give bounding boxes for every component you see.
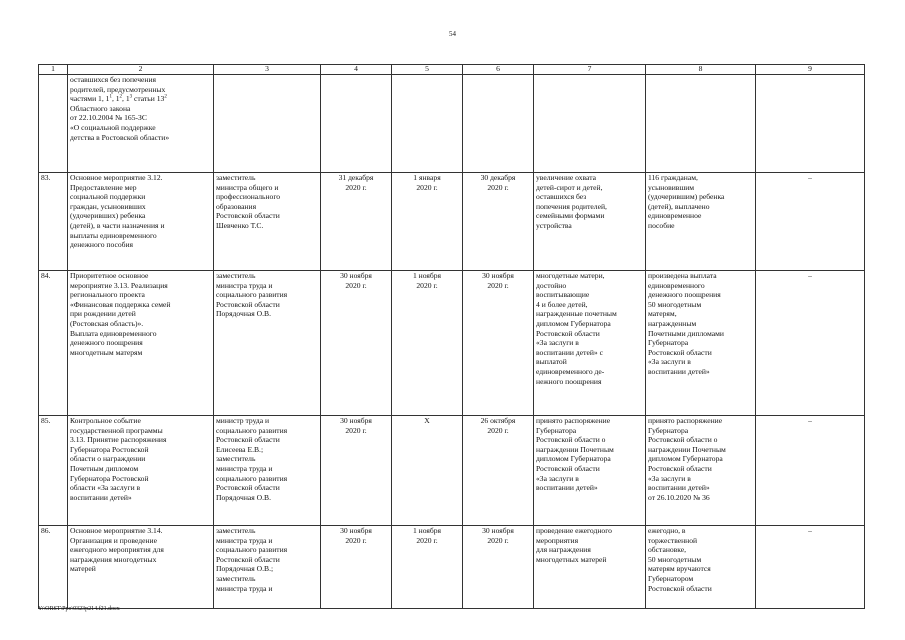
start-date-cell: 1 января 2020 г. — [392, 173, 463, 271]
reason-cell: – — [756, 526, 865, 609]
reason-cell — [756, 75, 865, 173]
end-date-cell — [463, 75, 534, 173]
start-date-cell: 1 ноября 2020 г. — [392, 526, 463, 609]
column-number: 2 — [68, 65, 214, 75]
plan-date-cell: 31 декабря 2020 г. — [321, 173, 392, 271]
responsible-cell — [214, 75, 321, 173]
plan-date-cell: 30 ноября 2020 г. — [321, 526, 392, 609]
reason-cell: – — [756, 173, 865, 271]
column-number: 8 — [646, 65, 756, 75]
table-row-continuation — [39, 75, 865, 173]
actual-result-cell — [646, 75, 756, 173]
event-name-cell: Контрольное событие государственной программы 3.13. Принятие распоряжения Губернатора Ростовской области о награждении Почетным дипломом Губернатора Ростовской области «За заслуги в воспитании детей» — [68, 416, 214, 526]
end-date-cell: 30 декабря 2020 г. — [463, 173, 534, 271]
start-date-cell: 1 ноября 2020 г. — [392, 271, 463, 416]
actual-result-cell: ежегодно, в торжественной обстановке, 50 многодетным матерям вручаются Губернатором Ростовской области — [646, 526, 756, 609]
actual-result-cell: произведена выплата единовременного денежного поощрения 50 многодетным матерям, награжденным Почетными дипломами Губернатора Ростовской области «За заслуги в воспитании детей» — [646, 271, 756, 416]
expected-result-cell: проведение ежегодного мероприятия для награждения многодетных матерей — [534, 526, 646, 609]
reason-cell: – — [756, 416, 865, 526]
table-row — [39, 526, 865, 609]
plan-date-cell: 30 ноября 2020 г. — [321, 416, 392, 526]
report-table — [38, 64, 865, 609]
responsible-cell: заместитель министра общего и профессионального образования Ростовской области Шевченко Т.С. — [214, 173, 321, 271]
actual-result-cell: 116 гражданам, усыновившим (удочерившим) ребенка (детей), выплачено единовременное пособие — [646, 173, 756, 271]
responsible-cell: заместитель министра труда и социального развития Ростовской области Порядочная О.В. — [214, 271, 321, 416]
column-number: 4 — [321, 65, 392, 75]
start-date-cell — [392, 75, 463, 173]
table-row — [39, 173, 865, 271]
table-row — [39, 416, 865, 526]
column-number-row — [39, 65, 865, 75]
column-number: 7 — [534, 65, 646, 75]
start-date-cell: Х — [392, 416, 463, 526]
end-date-cell: 30 ноября 2020 г. — [463, 271, 534, 416]
event-name-cell: оставшихся без попечения родителей, предусмотренных частями 1, $1^1$, $1^2$, $1^3$ статьи $13^2$ Областного закона от 22.10.2004 № 165-ЗС «О социальной поддержке детства в Ростовской области» — [68, 75, 214, 173]
column-number: 9 — [756, 65, 865, 75]
event-name-cell: Приоритетное основное мероприятие 3.13. Реализация регионального проекта «Финансовая поддержка семей при рождении детей (Ростовская область)». Выплата единовременного денежного поощрения многодетным матерям — [68, 271, 214, 416]
row-number-cell: 84. — [39, 271, 68, 416]
event-name-cell: Основное мероприятие 3.14. Организация и проведение ежегодного мероприятия для награждения многодетных матерей — [68, 526, 214, 609]
expected-result-cell: многодетные матери, достойно воспитывающие 4 и более детей, награжденные почетным дипломом Губернатора Ростовской области «За заслуги в воспитании детей» с выплатой единовременного де- нежного поощрения — [534, 271, 646, 416]
row-number-cell — [39, 75, 68, 173]
plan-date-cell: 30 ноября 2020 г. — [321, 271, 392, 416]
plan-date-cell — [321, 75, 392, 173]
end-date-cell: 30 ноября 2020 г. — [463, 526, 534, 609]
row-number-cell: 85. — [39, 416, 68, 526]
column-number: 6 — [463, 65, 534, 75]
column-number: 5 — [392, 65, 463, 75]
responsible-cell: министр труда и социального развития Ростовской области Елисеева Е.В.; заместитель министра труда и социального развития Ростовской области Порядочная О.В. — [214, 416, 321, 526]
column-number: 1 — [39, 65, 68, 75]
expected-result-cell: принято распоряжение Губернатора Ростовской области о награждении Почетным дипломом Губернатора Ростовской области «За заслуги в воспитании детей» — [534, 416, 646, 526]
end-date-cell: 26 октября 2020 г. — [463, 416, 534, 526]
responsible-cell: заместитель министра труда и социального развития Ростовской области Порядочная О.В.; заместитель министра труда и — [214, 526, 321, 609]
reason-cell: – — [756, 271, 865, 416]
page-number: 54 — [449, 30, 456, 38]
expected-result-cell: увеличение охвата детей-сирот и детей, оставшихся без попечения родителей, семейными формами устройства — [534, 173, 646, 271]
expected-result-cell — [534, 75, 646, 173]
event-name-cell: Основное мероприятие 3.12. Предоставление мер социальной поддержки граждан, усыновивших (удочеривших) ребенка (детей), в части назначения и выплаты единовременного денежного пособия — [68, 173, 214, 271]
table-row — [39, 271, 865, 416]
row-number-cell: 86. — [39, 526, 68, 609]
file-path-footer: Y:\ORST\Ppo\0323p214.f21.docx — [38, 606, 120, 612]
row-number-cell: 83. — [39, 173, 68, 271]
actual-result-cell: принято распоряжение Губернатора Ростовской области о награждении Почетным дипломом Губернатора Ростовской области «За заслуги в воспитании детей» от 26.10.2020 № 36 — [646, 416, 756, 526]
column-number: 3 — [214, 65, 321, 75]
